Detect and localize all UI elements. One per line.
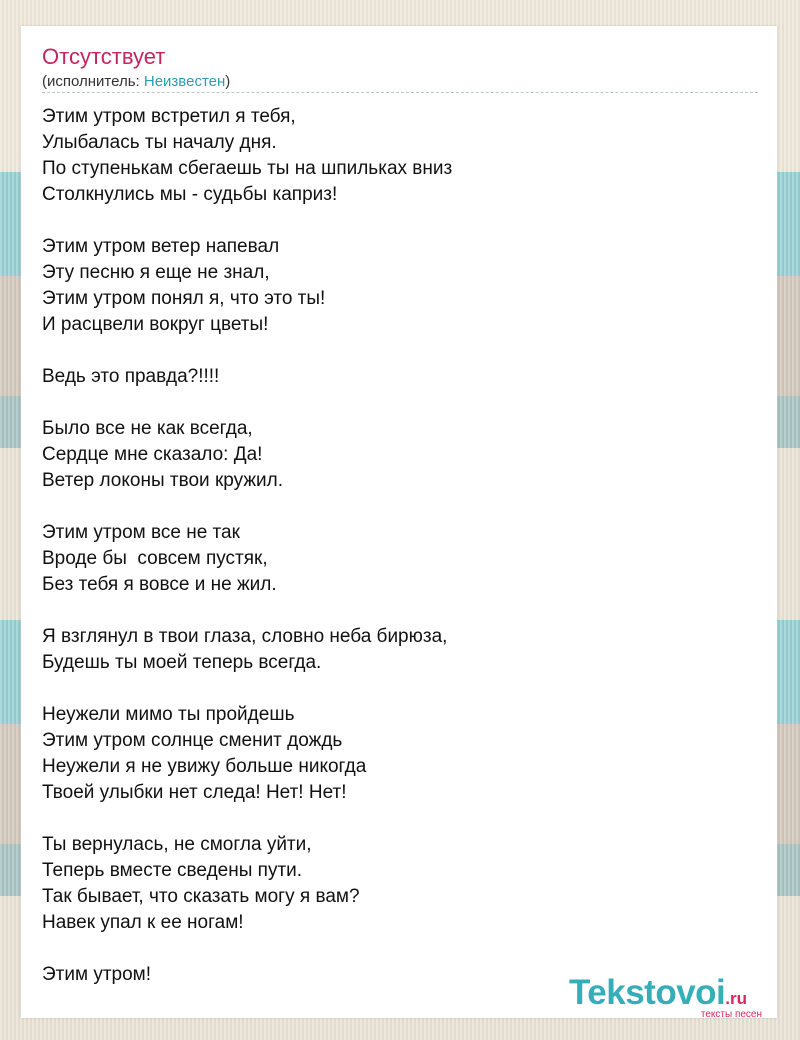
lyric-line: Этим утром! (42, 964, 151, 985)
lyric-line: Сердце мне сказало: Да! (42, 444, 263, 465)
lyric-line: Я взглянул в твои глаза, словно неба бирюза, (42, 626, 448, 647)
lyric-line: Навек упал к ее ногам! (42, 912, 244, 933)
lyric-line (42, 806, 742, 832)
lyrics-body (42, 104, 742, 988)
lyric-line (42, 208, 742, 234)
lyric-line: Эту песню я еще не знал, (42, 262, 270, 283)
lyric-line (42, 390, 742, 416)
song-title: Отсутствует (42, 44, 166, 69)
lyric-line: Ветер локоны твои кружил. (42, 470, 284, 491)
title-divider (42, 92, 758, 93)
lyric-line: Этим утром встретил я тебя, (42, 106, 296, 127)
lyric-line: Столкнулись мы - судьбы каприз! (42, 184, 338, 205)
logo-tagline: тексты песен (700, 1009, 762, 1020)
lyric-line: Твоей улыбки нет следа! Нет! Нет! (42, 782, 347, 803)
lyric-line: Неужели мимо ты пройдешь (42, 704, 295, 725)
lyric-line: Этим утром все не так (42, 522, 240, 543)
lyric-line (42, 936, 742, 962)
lyric-line: Ты вернулась, не смогла уйти, (42, 834, 312, 855)
lyric-line: Так бывает, что сказать могу я вам? (42, 886, 360, 907)
lyric-line: И расцвели вокруг цветы! (42, 314, 269, 335)
lyric-line (42, 676, 742, 702)
artist-link[interactable]: Неизвестен (143, 73, 226, 90)
lyric-line (42, 494, 742, 520)
lyric-line: Этим утром солнце сменит дождь (42, 730, 343, 751)
logo-name: Tekstovoi (569, 973, 726, 1012)
lyric-line (42, 598, 742, 624)
lyric-line: Неужели я не увижу больше никогда (42, 756, 367, 777)
artist-suffix: ) (225, 73, 231, 90)
artist-prefix: (исполнитель: (42, 73, 144, 90)
lyric-line: Было все не как всегда, (42, 418, 253, 439)
lyric-line: Этим утром понял я, что это ты! (42, 288, 326, 309)
artist-line (42, 72, 230, 92)
lyrics-card (21, 26, 777, 1018)
site-logo[interactable] (569, 973, 774, 1021)
lyric-line: Без тебя я вовсе и не жил. (42, 574, 277, 595)
logo-tld: .ru (725, 989, 748, 1008)
lyric-line: Этим утром ветер напевал (42, 236, 280, 257)
lyric-line: Ведь это правда?!!!! (42, 366, 220, 387)
lyric-line: Будешь ты моей теперь всегда. (42, 652, 322, 673)
lyric-line: Улыбалась ты началу дня. (42, 132, 277, 153)
lyric-line: Теперь вместе сведены пути. (42, 860, 303, 881)
lyric-line: Вроде бы совсем пустяк, (42, 548, 268, 569)
lyric-line (42, 338, 742, 364)
lyric-line: По ступенькам сбегаешь ты на шпильках вниз (42, 158, 453, 179)
